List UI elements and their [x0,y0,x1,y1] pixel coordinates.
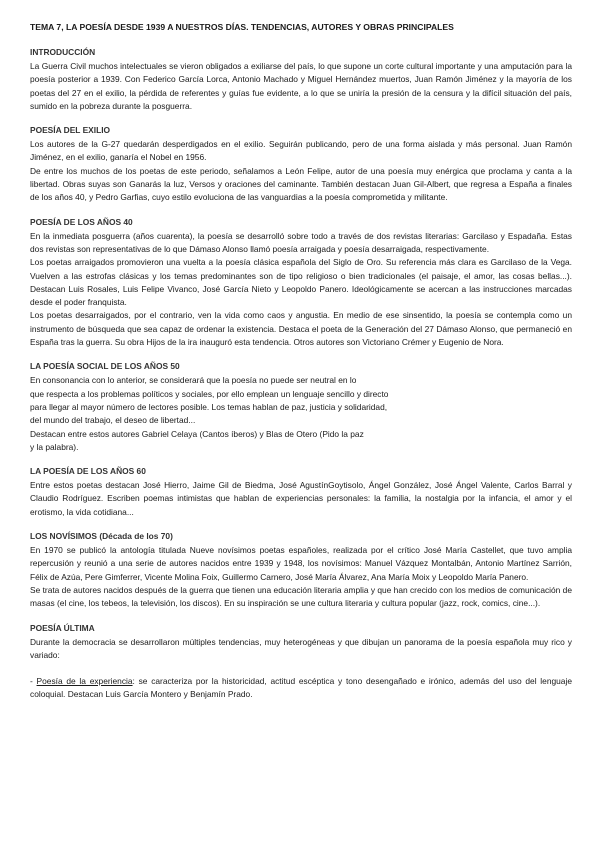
list-bullet: - [30,676,37,687]
paragraph: Los poetas arraigados promovieron una vuelta a la poesía clásica española del Siglo de Oro. Su referencia más clara es Garcilaso de la Vega. Vuelven a las estrofas clásicas y los temas predominantes son de tipo religioso o bien tradicionales (el paisaje, el amor, las cosas bellas...). Destacan Luis Rosales, Luis Felipe Vivanco, José García Nieto y Leopoldo Panero. Ideológicamente se acercan a las instrucciones marcadas desde el poder franquista. [30,257,572,308]
paragraph-line: que respecta a los problemas políticos y sociales, por ello emplean un lenguaje sencillo y directo [30,388,389,399]
paragraph: Entre estos poetas destacan José Hierro, Jaime Gil de Biedma, José AgustínGoytisolo, Ángel González, José Ángel Valente, Carlos Barral y Claudio Rodríguez. Escriben poemas intimistas que hablan de experiencias personales: la familia, la nostalgia por la infancia, el amor y el erotismo, la vida cotidiana... [30,480,572,517]
section-introduccion [30,47,572,113]
term-poesia-experiencia: Poesía de la experiencia [36,676,133,687]
section-heading: POESÍA ÚLTIMA [30,622,95,633]
section-poesia-anos-60 [30,466,572,519]
term-description: : se caracteriza por la historicidad, actitud escéptica y tono desengañado e irónico, además del uso del lenguaje coloquial. Destacan Luis García Montero y Benjamín Prado. [30,676,572,700]
paragraph: Durante la democracia se desarrollaron múltiples tendencias, muy heterogéneas y que dibujan un panorama de la poesía española muy rico y variado: [30,636,572,660]
list-item-poesia-experiencia [30,675,572,702]
paragraph: En la inmediata posguerra (años cuarenta), la poesía se desarrolló sobre todo a través de dos revistas literarias: Garcilaso y Espadaña. Estas dos revistas son representativas de lo que Dámaso Alonso llamó poesía arraigada y poesía desarraigada, respectivamente. [30,230,572,254]
paragraph: En 1970 se publicó la antología titulada Nueve novísimos poetas españoles, realizada por el crítico José María Castellet, que tuvo amplia repercusión y reunió a una serie de autores nacidos entre 1939 y 1948, los novísimos: Manuel Vázquez Montalbán, Antonio Martínez Sarrión, Félix de Azúa, Pere Gimferrer, Vicente Molina Foix, Guillermo Carnero, José María Álvarez, Ana María Moix y Leopoldo María Panero. [30,545,572,582]
paragraph: Los poetas desarraigados, por el contrario, ven la vida como caos y angustia. En medio de ese sinsentido, la poesía se contempla como un instrumento de búsqueda que sea capaz de ordenar la existencia. Destaca el poeta de la Generación del 27 Dámaso Alonso, que permaneció en España tras la guerra. Su obra Hijos de la ira inauguró esta tendencia. Otros autores son Victoriano Crémer y Eugenio de Nora. [30,310,572,348]
paragraph-line: para llegar al mayor número de lectores posible. Los temas hablan de paz, justicia y solidaridad, [30,401,388,412]
paragraph: De entre los muchos de los poetas de este periodo, señalamos a León Felipe, autor de una poesía muy enérgica que proclama y canta a la libertad. Obras suyas son Ganarás la luz, Versos y oraciones del caminante. También destacan Juan Gil-Albert, que regresa a España a finales de los años 40, y Pedro Garfias, cuyo estilo evoluciona de las vanguardias a la poesía comprometida y militante. [30,165,572,203]
section-heading: POESÍA DEL EXILIO [30,125,111,136]
section-novisimos [30,531,572,610]
section-heading: LOS NOVÍSIMOS (Década de los 70) [30,531,173,542]
section-heading: POESÍA DE LOS AÑOS 40 [30,216,133,227]
section-poesia-ultima [30,623,572,702]
paragraph-line: En consonancia con lo anterior, se considerará que la poesía no puede ser neutral en lo [30,375,357,386]
paragraph-line: del mundo del trabajo, el deseo de libertad... [30,415,196,426]
section-heading: INTRODUCCIÓN [30,47,96,57]
section-heading: LA POESÍA DE LOS AÑOS 60 [30,466,146,477]
paragraph: Los autores de la G-27 quedarán desperdigados en el exilio. Seguirán publicando, pero de una forma aislada y más personal. Juan Ramón Jiménez, en el exilio, ganaría el Nobel en 1956. [30,139,572,163]
section-poesia-anos-40 [30,217,572,350]
document-page [30,22,572,714]
paragraph-line: y la palabra). [30,441,79,452]
section-heading: LA POESÍA SOCIAL DE LOS AÑOS 50 [30,361,180,372]
section-poesia-exilio [30,125,572,204]
paragraph-line: Destacan entre estos autores Gabriel Celaya (Cantos íberos) y Blas de Otero (Pido la paz [30,428,364,439]
section-poesia-social-50 [30,361,572,454]
paragraph: La Guerra Civil muchos intelectuales se vieron obligados a exiliarse del país, lo que supone un corte cultural importante y una amputación para la poesía posterior a 1939. Con Federico García Lorca, Antonio Machado y Miguel Hernández muertos, Juan Ramón Jiménez y la mayoría de los poetas del 27 en el exilio, la pérdida de referentes y guías fue evidente, a lo que se uniría la presión de la censura y la difícil situación del país, sumido en la pobreza durante la posguerra. [30,61,572,111]
document-title: TEMA 7, LA POESÍA DESDE 1939 A NUESTROS DÍAS. TENDENCIAS, AUTORES Y OBRAS PRINCIPALES [30,22,454,32]
paragraph: Se trata de autores nacidos después de la guerra que tienen una educación literaria amplia y que han crecido con los medios de comunicación de masas (el cine, los tebeos, la televisión, los discos). En su inspiración se une cultura literaria y cultura popular (jazz, rock, comics, cine...). [30,584,572,609]
